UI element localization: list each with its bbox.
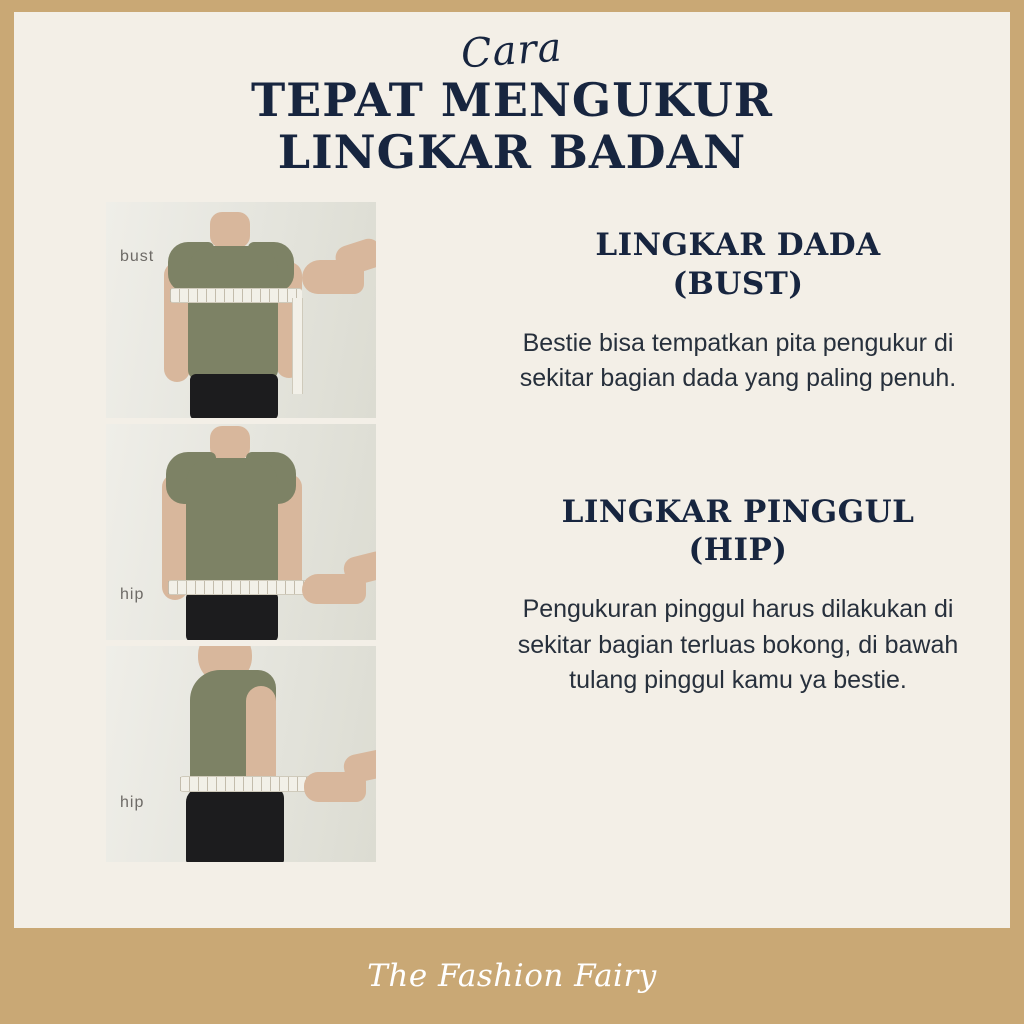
frame-top-border (0, 0, 1024, 12)
section-hip-body: Pengukuran pinggul harus dilakukan di sekitar bagian terluas bokong, di bawah tulang pinggul kamu ya bestie. (517, 595, 959, 694)
frame-left-border (0, 0, 14, 1024)
frame-right-border (1010, 0, 1024, 1024)
photo-label-hip-front: hip (120, 586, 145, 603)
tape-measure (180, 776, 312, 792)
section-bust-heading-sub: (BUST) (672, 265, 804, 302)
page-title-line-2: LINGKAR BADAN (277, 124, 747, 179)
section-hip-heading-sub: (HIP) (688, 532, 788, 569)
tape-ticks (170, 289, 302, 302)
figure-torso (188, 246, 278, 380)
tape-ticks (180, 777, 312, 791)
photo-label-bust: bust (120, 248, 155, 265)
poster-inner (14, 12, 1010, 1024)
section-hip-heading-main: LINGKAR PINGGUL (561, 493, 915, 530)
tape-measure (168, 580, 308, 595)
figure-pants (190, 374, 278, 418)
section-bust-heading-main: LINGKAR DADA (595, 227, 881, 263)
figure-torso (186, 458, 278, 600)
text-column (476, 202, 1010, 862)
photo-bust-front (106, 202, 376, 418)
section-hip-heading (500, 493, 976, 571)
photo-column (106, 202, 476, 862)
page-title-line-1: TEPAT MENGUKUR (250, 73, 774, 127)
tape-measure-dangling-end (292, 298, 303, 394)
section-bust-body: Bestie bisa tempatkan pita pengukur di sekitar bagian dada yang paling penuh. (519, 328, 957, 392)
figure-neck (210, 212, 250, 248)
section-hip (500, 493, 976, 699)
figure-pants (186, 592, 278, 640)
brand-name: The Fashion Fairy (367, 958, 657, 994)
photo-label-hip-side: hip (120, 794, 145, 811)
figure-neck (210, 426, 250, 460)
header (14, 12, 1010, 178)
page-title (14, 75, 1010, 178)
photo-hip-side (106, 646, 376, 862)
tape-measure (170, 288, 302, 303)
photo-hip-front (106, 424, 376, 640)
figure-pants (186, 788, 284, 862)
section-bust (500, 226, 976, 397)
section-bust-heading (500, 226, 976, 304)
tape-ticks (168, 581, 308, 594)
footer (0, 928, 1024, 1024)
header-script-word: Cara (459, 24, 565, 78)
content (14, 202, 1010, 862)
